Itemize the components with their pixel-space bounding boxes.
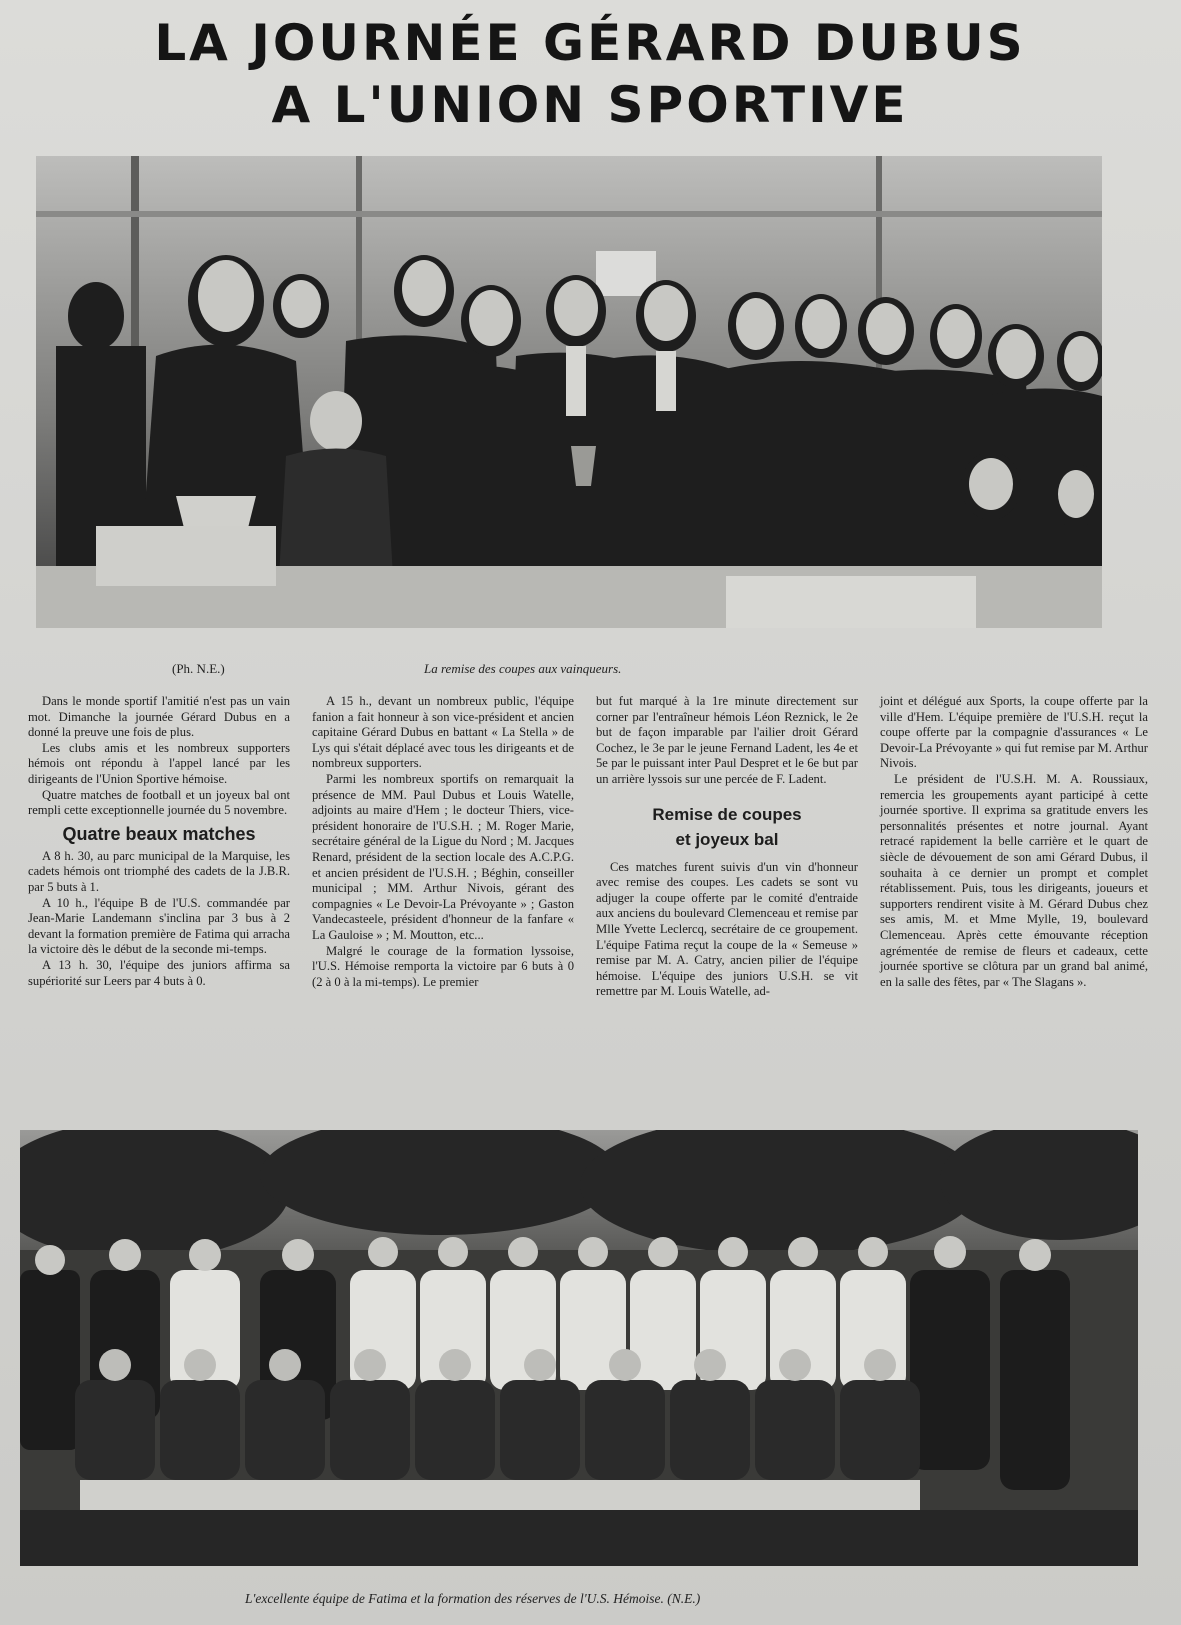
subheading xyxy=(596,802,858,852)
article-headline xyxy=(40,12,1140,136)
subheading-line-1: Remise de coupes xyxy=(652,804,802,824)
trophy-ceremony-photo xyxy=(36,156,1102,628)
article-column-4 xyxy=(880,694,1148,990)
article-column-1 xyxy=(28,694,290,989)
paragraph: Ces matches furent suivis d'un vin d'honneur avec remise des coupes. Les cadets se sont vu adjuger la coupe offerte par le comité d'entraide aux anciens du boulevard Clemenceau et remise par Mlle Yvette Leclercq, secrétaire de ce groupement. L'équipe Fatima reçut la coupe de la « Semeuse » remise par M. A. Catry, ancien pilier de l'équipe hémoise. L'équipe des juniors U.S.H. se vit remettre par M. Louis Watelle, ad- xyxy=(596,859,858,999)
paragraph: Quatre matches de football et un joyeux bal ont rempli cette exceptionnelle journée du 5 novembre. xyxy=(28,787,290,818)
paragraph: A 10 h., l'équipe B de l'U.S. commandée par Jean-Marie Landemann s'inclina par 3 bus à 2 devant la formation première de Fatima qui arracha la victoire dès le début de la seconde mi-temps. xyxy=(28,895,290,957)
paragraph: Dans le monde sportif l'amitié n'est pas un vain mot. Dimanche la journée Gérard Dubus en a donné la preuve une fois de plus. xyxy=(28,694,290,740)
article-column-2 xyxy=(312,694,574,990)
paragraph: but fut marqué à la 1re minute directement sur corner par l'entraîneur hémois Léon Reznick, le 2e but de façon imparable par l'ailier droit Gérard Cochez, le 3e par le jeune Fernand Ladent, les 4e et 5e par le puissant inter Paul Despret et le 6e but par un arrière lyssois sur une percée de F. Ladent. xyxy=(596,694,858,786)
subheading-line-2: et joyeux bal xyxy=(675,829,779,849)
photo-credit: (Ph. N.E.) xyxy=(172,661,225,676)
paragraph: A 8 h. 30, au parc municipal de la Marquise, les cadets hémois ont triomphé des cadets de la J.B.R. par 5 buts à 1. xyxy=(28,848,290,894)
headline-line-2: A L'UNION SPORTIVE xyxy=(271,76,909,134)
paragraph: Malgré le courage de la formation lyssoise, l'U.S. Hémoise remporta la victoire par 6 buts à 0 (2 à 0 à la mi-temps). Le premier xyxy=(312,943,574,989)
team-photo xyxy=(20,1130,1138,1566)
subheading: Quatre beaux matches xyxy=(62,823,256,844)
headline-line-1: LA JOURNÉE GÉRARD DUBUS xyxy=(154,14,1026,72)
article-column-3 xyxy=(596,694,858,1000)
paragraph: A 15 h., devant un nombreux public, l'équipe fanion a fait honneur à son vice-président et ancien capitaine Gérard Dubus en battant « La Stella » de Lys qui s'était déplacé avec tous les dirigeants et de nombreux supporters. xyxy=(312,694,574,771)
paragraph: Parmi les nombreux sportifs on remarquait la présence de MM. Paul Dubus et Louis Watelle, adjoints au maire d'Hem ; le docteur Thiers, vice-président honoraire de l'U.S.H. ; M. Roger Marie, secrétaire général de la Ligue du Nord ; M. Jacques Renard, président de la section locale des A.C.P.G. et ancien président de l'U.S.H. ; Béghin, conseiller municipal ; MM. Arthur Nivois, gérant des compagnies « Le Devoir-La Prévoyante » ; Gaston Vandecasteele, président d'honneur de la fanfare « La Gauloise » ; M. Moutton, etc... xyxy=(312,771,574,942)
paragraph: Les clubs amis et les nombreux supporters hémois ont répondu à l'appel lancé par les dirigeants de l'Union Sportive hémoise. xyxy=(28,740,290,786)
paragraph: Le président de l'U.S.H. M. A. Roussiaux, remercia les groupements ayant participé à cette journée sportive. Il exprima sa gratitude envers les personnalités présentes et notre journal. Ayant retracé rapidement la belle carrière et le quart de siècle de dévouement de son ami Gérard Dubus, il souhaita à ce dernier un prompt et complet rétablissement. Puis, tous les dirigeants, joueurs et supporters rendirent visite à M. Gérard Dubus chez ses amis, M. et Mme Mylle, 19, boulevard Clemenceau. Après cette émouvante réception agrémentée de remise de fleurs et cadeaux, cette journée sportive se clôtura par un grand bal animé, en la salle des fêtes, par « The Slagans ». xyxy=(880,771,1148,989)
bottom-photo-caption: L'excellente équipe de Fatima et la formation des réserves de l'U.S. Hémoise. (N.E.) xyxy=(245,1591,701,1606)
article-body xyxy=(28,694,1172,1124)
paragraph: joint et délégué aux Sports, la coupe offerte par la ville d'Hem. L'équipe première de l'U.S.H. reçut la coupe offerte par la compagnie d'assurances « Le Devoir-La Prévoyante » qui fut remise par M. Arthur Nivois. xyxy=(880,694,1148,771)
paragraph: A 13 h. 30, l'équipe des juniors affirma sa supériorité sur Leers par 4 buts à 0. xyxy=(28,957,290,988)
top-photo-caption: La remise des coupes aux vainqueurs. xyxy=(424,661,622,676)
